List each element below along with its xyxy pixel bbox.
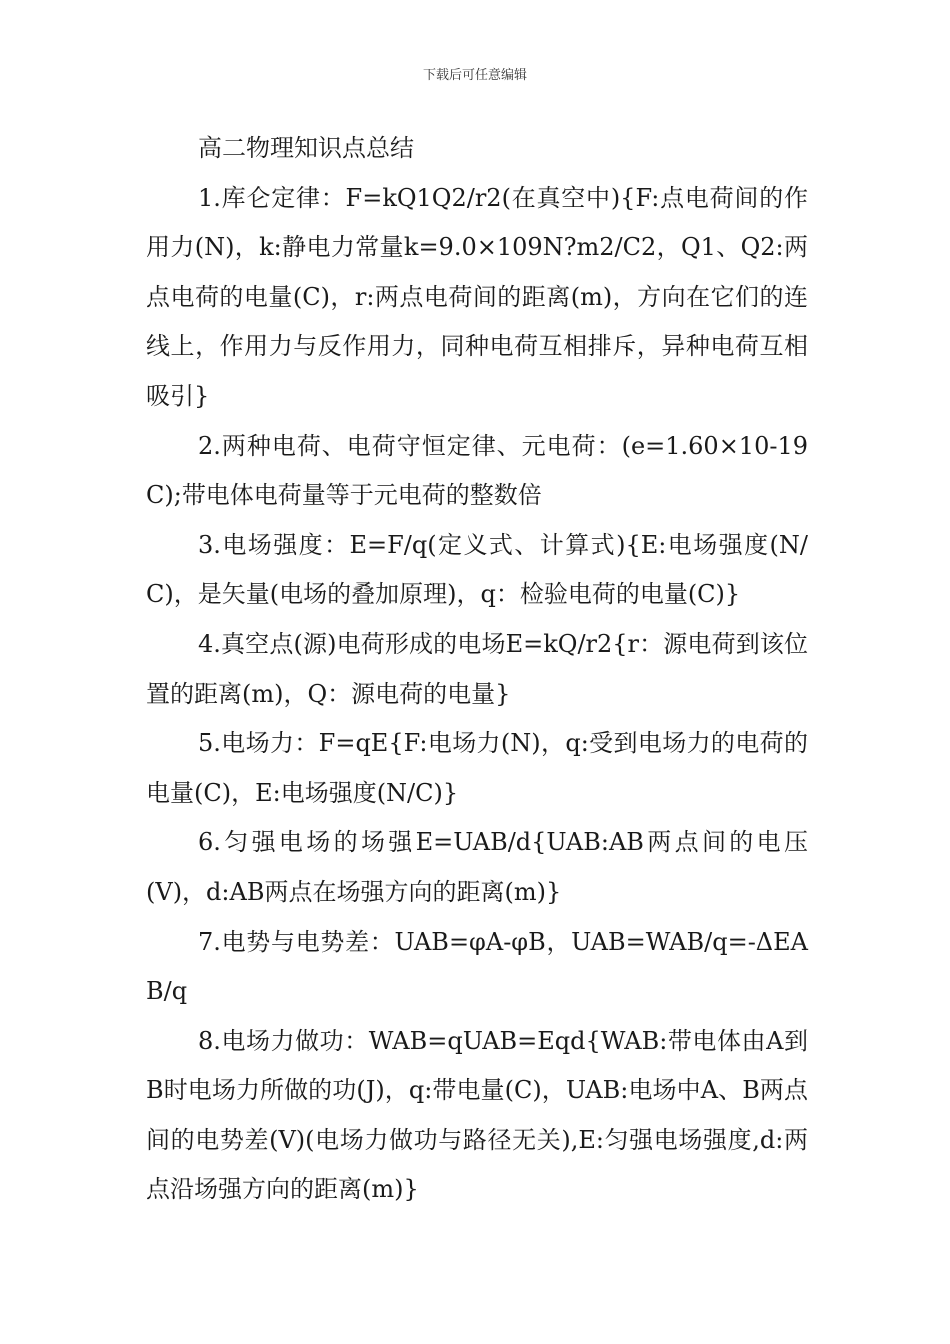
paragraph-7: 7.电势与电势差：UAB=φA-φB，UAB=WAB/q=-ΔEAB/q [146, 927, 808, 1006]
paragraph-5: 5.电场力：F=qE{F:电场力(N)，q:受到电场力的电荷的电量(C)，E:电场强度(N/C)} [146, 729, 808, 807]
paragraph-8: 8.电场力做功：WAB=qUAB=Eqd{WAB:带电体由A到B时电场力所做的功(J)，q:带电量(C)，UAB:电场中A、B两点间的电势差(V)(电场力做功与路径无关),E:匀强电场强度,d:两点沿场强方向的距离(m)} [146, 1026, 808, 1204]
paragraph-1: 1.库仑定律：F=kQ1Q2/r2(在真空中){F:点电荷间的作用力(N)，k:静电力常量k=9.0×109N?m2/C2，Q1、Q2:两点电荷的电量(C)，r:两点电荷间的距离(m)，方向在它们的连线上，作用力与反作用力，同种电荷互相排斥，异种电荷互相吸引} [146, 183, 808, 410]
paragraph-2: 2.两种电荷、电荷守恒定律、元电荷：(e=1.60×10-19C);带电体电荷量等于元电荷的整数倍 [146, 431, 808, 510]
document-title: 高二物理知识点总结 [198, 134, 414, 162]
document-body [146, 124, 808, 1215]
paragraph-6: 6.匀强电场的场强E=UAB/d{UAB:AB两点间的电压(V)，d:AB两点在场强方向的距离(m)} [146, 828, 808, 906]
paragraph-4: 4.真空点(源)电荷形成的电场E=kQ/r2{r：源电荷到该位置的距离(m)，Q：源电荷的电量} [146, 629, 808, 708]
paragraph-3: 3.电场强度：E=F/q(定义式、计算式){E:电场强度(N/C)，是矢量(电场的叠加原理)，q：检验电荷的电量(C)} [146, 530, 808, 609]
page-header: 下载后可任意编辑 [422, 68, 527, 83]
